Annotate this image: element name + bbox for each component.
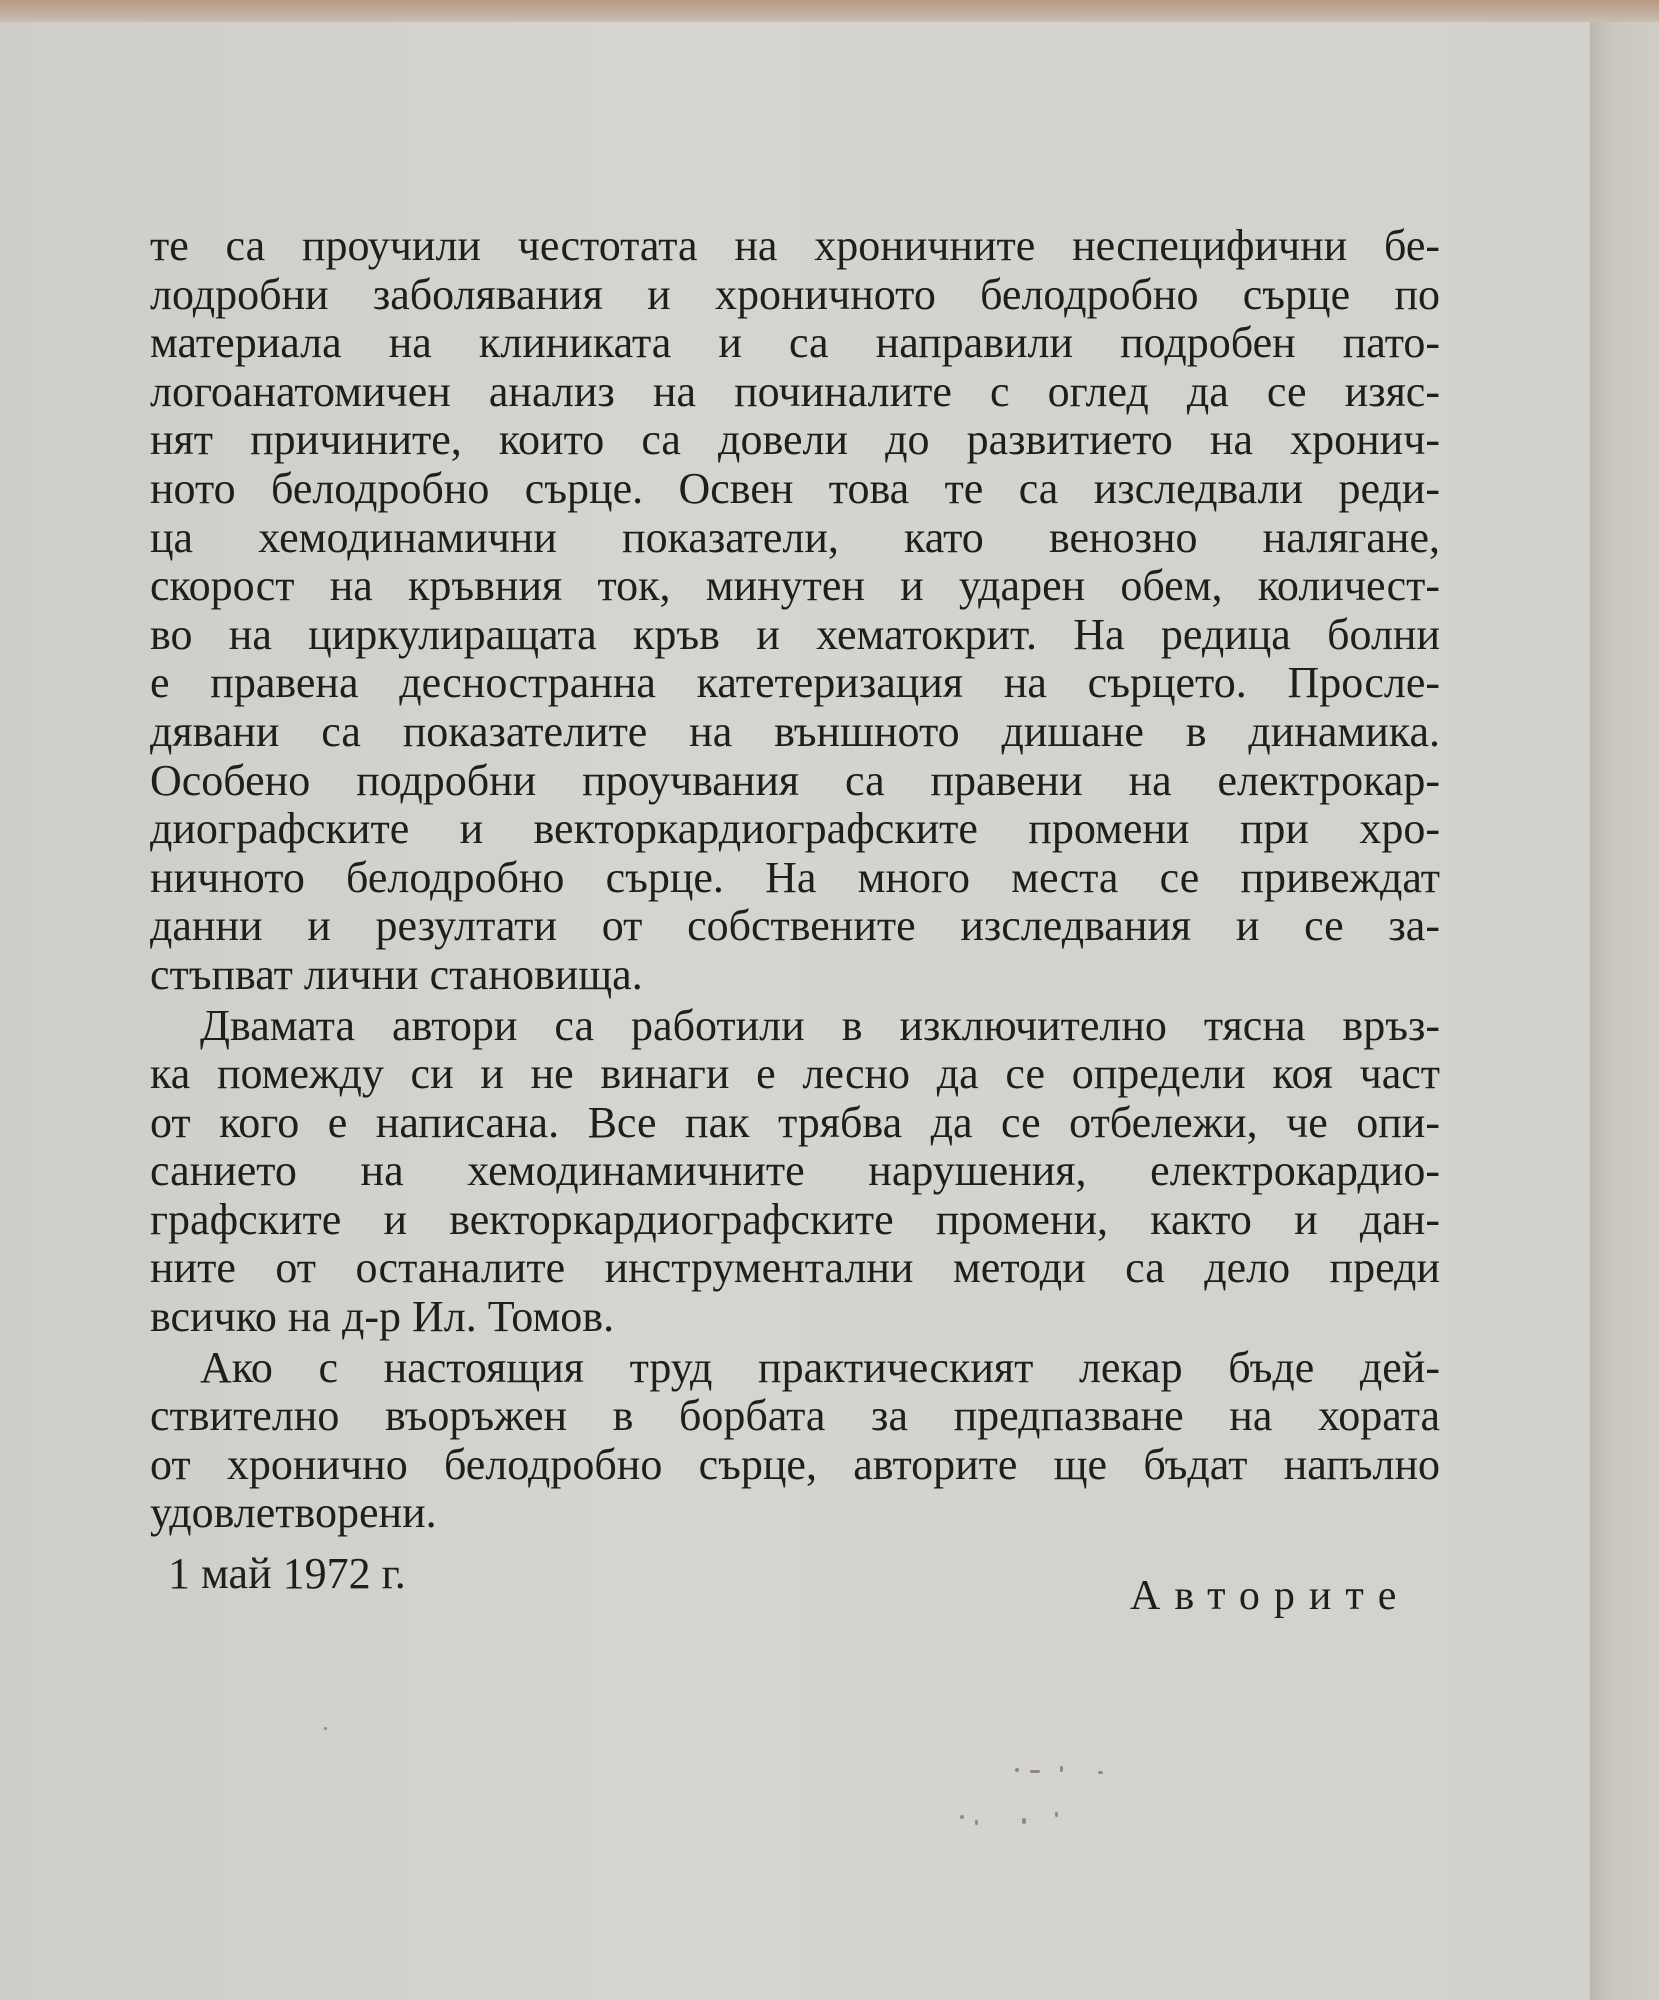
paragraph-2 xyxy=(150,1002,1440,1342)
text-line: ните от останалите инструментални методи са дело преди xyxy=(150,1243,1440,1293)
paragraph-1 xyxy=(150,222,1440,1000)
text-line: стъпват лични становища. xyxy=(150,949,643,999)
book-cover-edge xyxy=(0,0,1659,22)
page-edge xyxy=(1590,0,1659,2000)
text-line: во на циркулиращата кръв и хематокрит. На редица болни xyxy=(150,609,1440,659)
text-line: нят причините, които са довели до развитието на хронич- xyxy=(150,415,1440,465)
text-line: Ако с настоящия труд практическият лекар бъде дей- xyxy=(200,1342,1440,1392)
text-line: ка помежду си и не винаги е лесно да се определи коя част xyxy=(150,1049,1440,1099)
paper-speck xyxy=(324,1727,327,1730)
paper-speck xyxy=(1098,1771,1103,1774)
signature: Авторите xyxy=(1130,1573,1411,1619)
paper-speck xyxy=(1060,1766,1063,1772)
text-line: Двамата автори са работили в изключително тясна връз- xyxy=(200,1000,1440,1050)
text-line: логоанатомичен анализ на починалите с оглед да се изяс- xyxy=(150,366,1440,416)
text-line: санието на хемодинамичните нарушения, електрокардио- xyxy=(150,1146,1440,1196)
text-line: от кого е написана. Все пак трябва да се отбележи, че опи- xyxy=(150,1097,1440,1147)
date-line: 1 май 1972 г. xyxy=(168,1549,406,1598)
paper-speck xyxy=(1055,1812,1058,1817)
text-line: ствително въоръжен в борбата за предпазване на хората xyxy=(150,1391,1440,1441)
paper-speck xyxy=(960,1815,964,1819)
text-line: Особено подробни проучвания са правени на електрокар- xyxy=(150,755,1440,805)
text-line: ното белодробно сърце. Освен това те са изследвали реди- xyxy=(150,463,1440,513)
text-line: те са проучили честотата на хроничните неспецифични бе- xyxy=(150,221,1440,270)
paper-speck xyxy=(1022,1818,1026,1824)
text-line: графските и векторкардиографските промени, както и дан- xyxy=(150,1194,1440,1244)
paper-speck xyxy=(975,1820,978,1825)
text-line: диографските и векторкардиографските промени при хро- xyxy=(150,804,1440,854)
body-text xyxy=(150,222,1440,1538)
text-line: данни и резултати от собствените изследвания и се за- xyxy=(150,901,1440,951)
text-line: скорост на кръвния ток, минутен и ударен обем, количест- xyxy=(150,561,1440,611)
text-line: ничното белодробно сърце. На много места се привеждат xyxy=(150,852,1440,902)
text-line: ца хемодинамични показатели, като венозно налягане, xyxy=(150,512,1440,562)
text-line: дявани са показателите на външното дишане в динамика. xyxy=(150,706,1440,756)
text-line: всичко на д-р Ил. Томов. xyxy=(150,1292,615,1342)
paper-speck xyxy=(1015,1768,1019,1772)
text-line: е правена десностранна катетеризация на сърцето. Просле- xyxy=(150,658,1440,708)
paragraph-3 xyxy=(150,1344,1440,1538)
text-line: лодробни заболявания и хроничното белодробно сърце по xyxy=(150,269,1440,319)
text-line: материала на клиниката и са направили подробен пато- xyxy=(150,318,1440,368)
text-line: удовлетворени. xyxy=(150,1488,437,1538)
paper-speck xyxy=(1030,1770,1040,1773)
text-line: от хронично белодробно сърце, авторите ще бъдат напълно xyxy=(150,1439,1440,1489)
